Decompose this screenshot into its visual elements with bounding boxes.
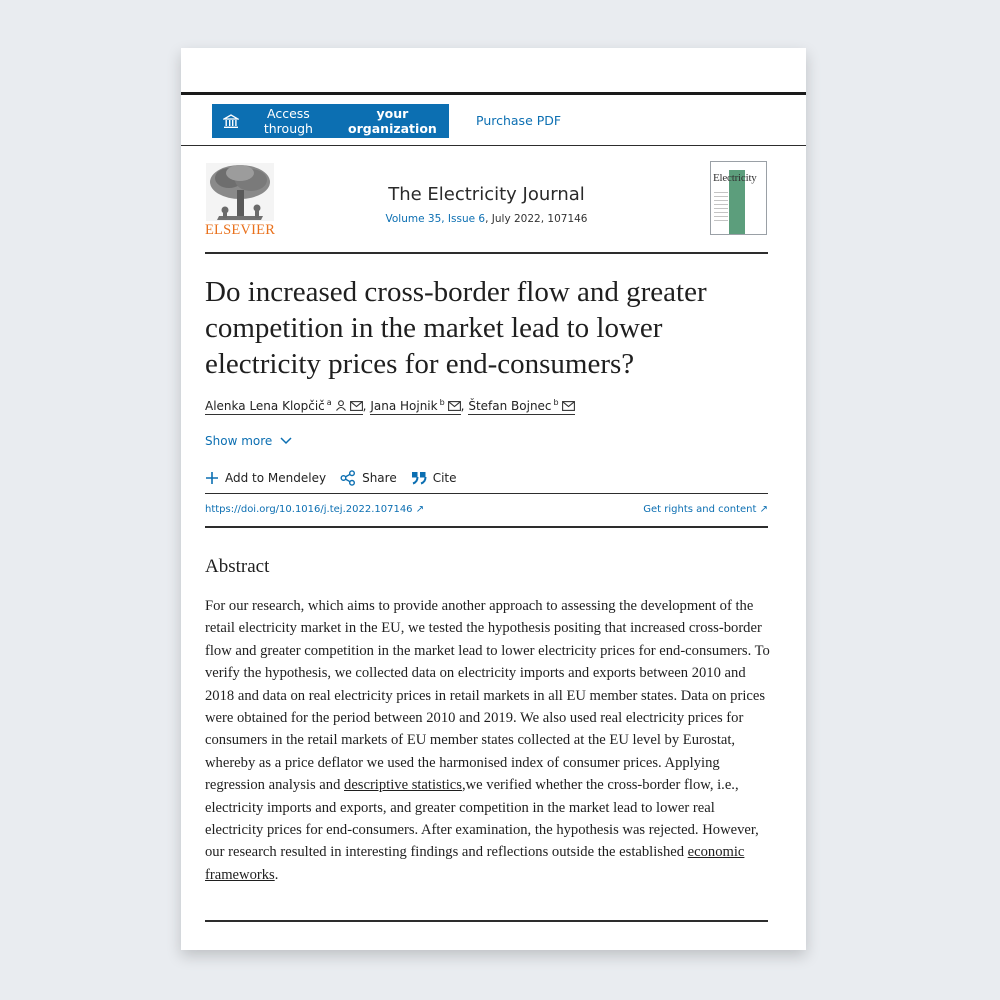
descriptive-statistics-link[interactable]: descriptive statistics [344, 777, 462, 794]
doi-bar [205, 493, 768, 528]
article-card [181, 48, 806, 950]
journal-cover-thumbnail[interactable] [710, 161, 767, 235]
institution-icon [223, 114, 239, 129]
share-icon [340, 470, 356, 486]
abstract-text: . [274, 866, 279, 883]
show-more-label: Show more [205, 434, 273, 448]
article-actions [205, 468, 471, 488]
author-separator: , [460, 399, 465, 413]
access-bar [181, 92, 806, 146]
chevron-down-icon [280, 437, 292, 445]
bottom-divider [205, 920, 768, 922]
author-name: Štefan Bojnec [468, 399, 552, 413]
email-icon [350, 400, 363, 414]
access-prefix-label: Access through [263, 106, 313, 136]
access-emphasis-label: your organization [348, 106, 437, 136]
author-affiliation-sup: a [326, 398, 332, 407]
add-to-mendeley-button[interactable] [205, 468, 326, 488]
share-label: Share [362, 471, 397, 485]
cite-button[interactable] [411, 468, 457, 488]
cover-text-lines [714, 192, 728, 224]
share-button[interactable] [340, 468, 397, 488]
person-icon [335, 400, 347, 414]
elsevier-wordmark: ELSEVIER [205, 222, 276, 238]
journal-title[interactable]: The Electricity Journal [388, 184, 585, 205]
issue-date-id: , July 2022, 107146 [485, 213, 588, 225]
journal-header [205, 158, 768, 254]
author-link[interactable] [468, 399, 574, 415]
abstract-text: ,we verified whether the cross-border flow, i.e., electricity imports and exports, and greater competition in the market lead to lower real electricity prices for end-consumers. After examination, the hypothesis was rejected. However, our research resulted in interesting findings and reflections outside the established [205, 777, 759, 861]
abstract-body [205, 595, 775, 886]
external-link-icon: ↗ [415, 504, 425, 515]
email-icon [562, 400, 575, 414]
abstract-text: For our research, which aims to provide another approach to assessing the development of the retail electricity market in the EU, we tested the hypothesis positing that increased cross-border flow and greater competition in the market lead to lower electricity prices for end-consumers. To verify the hypothesis, we collected data on electricity imports and exports between 2010 and 2018 and data on real electricity prices in retail markets in all EU member states. Data on prices were obtained for the period between 2010 and 2019. We also used real electricity prices for consumers in the retail markets of EU member states collected at the EU level by Eurostat, whereby as a price deflator we used the harmonised index of consumer prices. Applying regression analysis and [205, 598, 770, 794]
external-link-icon: ↗ [759, 504, 768, 515]
quote-icon [411, 471, 427, 485]
volume-issue-link[interactable]: Volume 35, Issue 6 [385, 213, 486, 225]
journal-issue-info [205, 213, 768, 225]
author-link[interactable] [370, 399, 460, 415]
author-affiliation-sup: b [553, 398, 559, 407]
rights-and-content-link[interactable] [643, 504, 768, 515]
cite-label: Cite [432, 471, 457, 485]
doi-text: https://doi.org/10.1016/j.tej.2022.107146 [205, 504, 413, 515]
cover-title: Electricity [713, 172, 757, 184]
purchase-pdf-link[interactable]: Purchase PDF [476, 113, 562, 128]
rights-text: Get rights and content [643, 504, 757, 515]
author-name: Alenka Lena Klopčič [205, 399, 325, 413]
author-name: Jana Hojnik [370, 399, 438, 413]
author-separator: , [362, 399, 367, 413]
show-more-button[interactable] [205, 434, 292, 448]
article-title: Do increased cross-border flow and greater competition in the market lead to lower electricity prices for end-consumers? [205, 276, 707, 380]
access-through-organization-button[interactable] [212, 104, 449, 138]
author-link[interactable] [205, 399, 363, 415]
doi-link[interactable] [205, 504, 424, 515]
abstract-heading: Abstract [205, 556, 270, 577]
author-list [205, 398, 775, 414]
economic-frameworks-link[interactable]: economic frameworks [205, 844, 745, 883]
plus-icon [205, 471, 219, 485]
add-to-mendeley-label: Add to Mendeley [225, 471, 327, 485]
author-affiliation-sup: b [439, 398, 445, 407]
email-icon [448, 400, 461, 414]
